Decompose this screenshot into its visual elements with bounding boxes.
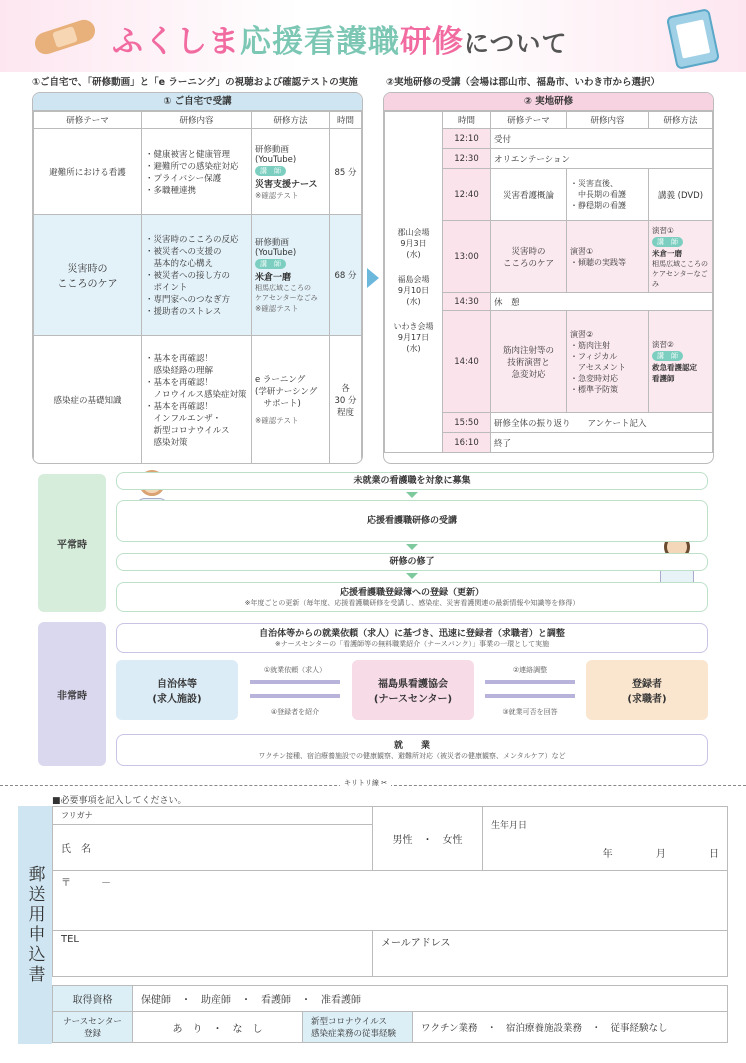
tel-field[interactable]: TEL — [53, 931, 373, 977]
flow-step: 未就業の看護職を対象に募集 — [116, 472, 708, 490]
practical-training-box: ② 実地研修 時間 研修テーマ 研修内容 研修方法 郡山会場 9月3日 (水) 福島会場 9月10日 (水) いわき会場 9月17日 (水) 12:10 受付 12:30 オリエンテーション 12:40 災害看護概論 ・災害直後、 中長期の看護 ・静穏期の看護 講義 (DVD) 13:00 災害時の こころのケア 演習① ・傾聴の実践等 演習① 講 師 米倉一磨 相馬広域こころの ケアセンターなごみ 14:30 休 憩 14:40 筋肉注射等の 技術演習と 急変対応 演習② ・筋肉注射 ・フィジカル アセスメント ・急変時対応 ・標準予防策 演習② 講 師 救急看護認定 看護師 15:50 研修全体の振り返り アンケート記入 16:10 終了 — [383, 92, 714, 464]
nurse-center-options[interactable]: あ り ・ な し — [133, 1012, 303, 1043]
address-field[interactable]: 〒 － — [53, 871, 728, 931]
normal-label: 平常時 — [38, 474, 106, 612]
arrow-left-icon — [485, 694, 575, 698]
col-header: 研修方法 — [252, 112, 330, 129]
sec2-caption: ② 実地研修 — [384, 93, 713, 111]
col-header: 研修テーマ — [34, 112, 142, 129]
sec2-heading: ②実地研修の受講（会場は郡山市、福島市、いわき市から選択） — [386, 77, 661, 88]
association-box: 福島県看護協会 (ナースセンター) — [352, 660, 474, 720]
covid-experience-options[interactable]: ワクチン業務 ・ 宿泊療養施設業務 ・ 従事経験なし — [413, 1012, 728, 1043]
registrant-box: 登録者 (求職者) — [586, 660, 708, 720]
lecturer-badge: 講 師 — [255, 259, 286, 269]
arrow-right-icon — [250, 680, 340, 684]
col-header: 研修内容 — [142, 112, 252, 129]
col-header: 研修方法 — [649, 112, 713, 129]
flow-step: 自治体等からの就業依頼（求人）に基づき、迅速に登録者（求職者）と調整 ※ナースセンターの「看護師等の無料職業紹介（ナースバンク）」事業の一環として実施 — [116, 623, 708, 653]
form-intro: ■必要事項を記入してください。 — [52, 796, 187, 806]
lecturer-badge: 講 師 — [255, 166, 286, 176]
qualification-options[interactable]: 保健師 ・ 助産師 ・ 看護師 ・ 准看護師 — [133, 986, 728, 1012]
sec1-heading: ①ご自宅で、「研修動画」と「e ラーニング」の視聴および確認テストの実施 — [32, 77, 358, 88]
theme-cell: 避難所における看護 — [34, 129, 142, 215]
email-field[interactable]: メールアドレス — [373, 931, 728, 977]
table-row: 避難所における看護 ・健康被害と健康管理 ・避難所での感染症対応 ・プライバシー保護 ・多職種連携 研修動画 (YouTube) 講 師 災害支援ナース ※確認テスト 85 分 — [34, 129, 362, 215]
flow-step: 研修の修了 — [116, 553, 708, 571]
municipality-box: 自治体等 (求人施設) — [116, 660, 238, 720]
col-header: 研修テーマ — [491, 112, 567, 129]
venue: いわき会場 9月17日 (水) — [393, 321, 434, 353]
col-header: 時間 — [330, 112, 362, 129]
cut-label: キリトリ線 ✂ — [340, 778, 391, 788]
form-side-label: 郵送用申込書 — [18, 806, 52, 1044]
flow-step: 応援看護職研修の受講 — [116, 500, 708, 542]
application-form: フリガナ 男性 ・ 女性 生年月日 年 月 日 氏 名 〒 － TEL メールアドレス 取得資格 保健師 ・ 助産師 ・ 看護師 ・ 准看護師 ナースセンター 登録 あ り ・ な し 新型コロナウイルス 感染症業務の従事経験 ワクチン業務 ・ 宿泊療養施設業務 ・ 従事経験なし — [52, 806, 728, 1043]
home-training-box — [32, 92, 363, 464]
flow-step: 就 業 ワクチン接種、宿泊療養施設での健康観察、避難所対応（被災者の健康観察、メンタルケア）など — [116, 734, 708, 766]
table-row: 災害時の こころのケア ・災害時のこころの反応 ・被災者への支援の 基本的な心構え ・被災者への接し方の ポイント ・専門家へのつなぎ方 ・援助者のストレス 研修動画 (YouTube) 講 師 米倉一磨 相馬広域こころの ケアセンターなごみ ※確認テスト 68 分 — [34, 215, 362, 336]
sec1-caption: ① ご自宅で受講 — [33, 93, 362, 111]
arrow-left-icon — [250, 694, 340, 698]
arrow-right-icon — [485, 680, 575, 684]
flow-step: 応援看護職登録簿への登録（更新） ※年度ごとの更新（毎年度、応援看護職研修を受講し、感染症、災害看護関連の最新情報や知識等を修得） — [116, 582, 708, 612]
scissors-icon: ✂ — [381, 779, 388, 787]
page-title: ふくしま応援看護職研修について — [112, 24, 568, 60]
venue: 郡山会場 9月3日 (水) — [397, 227, 430, 259]
col-header: 研修内容 — [567, 112, 649, 129]
venue: 福島会場 9月10日 (水) — [397, 274, 430, 306]
theme-cell: 災害時の こころのケア — [34, 215, 142, 336]
col-header: 時間 — [443, 112, 491, 129]
arrow-right-icon — [367, 268, 379, 288]
table-row: 感染症の基礎知識 ・基本を再確認！ 感染経路の理解 ・基本を再確認！ ノロウイルス感染症対策 ・基本を再確認！ インフルエンザ・ 新型コロナウイルス 感染対策 e ラーニング (学研ナーシング サポート) ※確認テスト 各 30 分 程度 — [34, 336, 362, 464]
theme-cell: 感染症の基礎知識 — [34, 336, 142, 464]
emergency-label: 非常時 — [38, 622, 106, 766]
name-field[interactable]: 氏 名 — [53, 825, 373, 871]
